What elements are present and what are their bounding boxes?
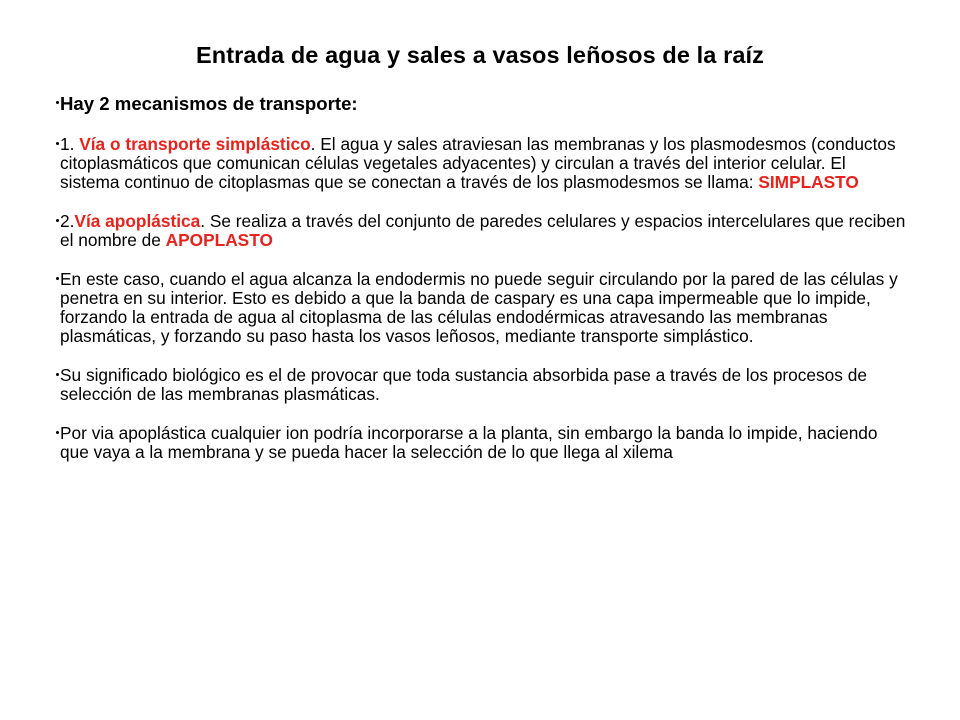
bullet-icon (56, 219, 59, 222)
p2-highlight: Vía apoplástica (74, 211, 201, 231)
p2-term: APOPLASTO (165, 230, 273, 250)
p2-text: . Se realiza a través del conjunto de paredes celulares y espacios intercelulares que reciben el nombre de (60, 211, 906, 250)
p3-text: En este caso, cuando el agua alcanza la endodermis no puede seguir circulando por la pared de las células y penetra en su interior. Esto es debido a que la banda de caspary es una capa impermeable que lo impide, forzando la entrada de agua al citoplasma de las células endodérmicas atravesando las membranas plasmáticas, y forzando su paso hasta los vasos leñosos, mediante transporte simplástico. (60, 269, 898, 346)
paragraph-simplastic (56, 135, 906, 192)
p1-highlight: Vía o transporte simplástico (79, 134, 311, 154)
bullet-icon (56, 431, 59, 434)
bullet-icon (56, 373, 59, 376)
slide-body (56, 94, 906, 462)
intro-paragraph (56, 94, 906, 114)
paragraph-significance (56, 366, 906, 404)
bullet-icon (56, 101, 59, 104)
bullet-icon (56, 142, 59, 145)
p4-text: Su significado biológico es el de provocar que toda sustancia absorbida pase a través de los procesos de selección de las membranas plasmáticas. (60, 365, 867, 404)
p1-text: . El agua y sales atraviesan las membranas y los plasmodesmos (conductos citoplasmáticos que comunican células vegetales adyacentes) y circulan a través del interior celular. El sistema continuo de citoplasmas que se conectan a través de los plasmodesmos se llama: (60, 134, 896, 192)
p1-prefix: 1. (60, 134, 80, 154)
slide-title: Entrada de agua y sales a vasos leñosos de la raíz (196, 42, 764, 68)
bullet-icon (56, 277, 59, 280)
paragraph-apoplastic-ion (56, 424, 906, 462)
p1-term: SIMPLASTO (758, 172, 859, 192)
intro-text: Hay 2 mecanismos de transporte: (60, 93, 358, 114)
paragraph-apoplastic (56, 212, 906, 250)
paragraph-endodermis (56, 270, 906, 346)
p2-prefix: 2. (60, 211, 75, 231)
p5-text: Por via apoplástica cualquier ion podría incorporarse a la planta, sin embargo la banda lo impide, haciendo que vaya a la membrana y se pueda hacer la selección de lo que llega al xilema (60, 423, 878, 462)
